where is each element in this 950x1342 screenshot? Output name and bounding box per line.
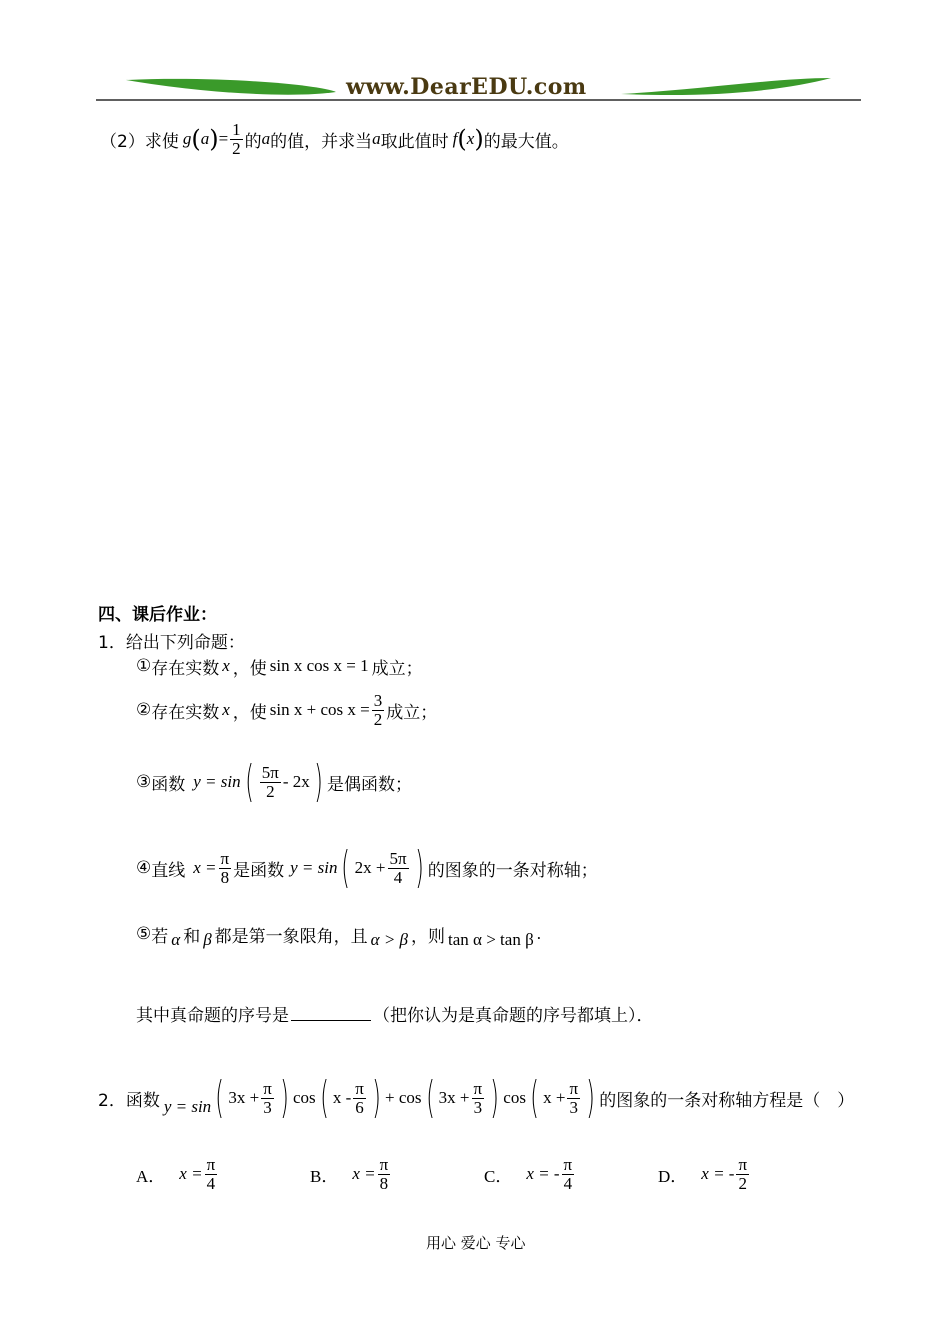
option-d[interactable]: D． x = - $\frac{\pi}{2}$ (658, 1154, 748, 1193)
problem-1-stem: 1．给出下列命题： (98, 633, 245, 653)
proposition-1: ① 存在实数 x ，使 sin x cos x = 1 成立； (136, 656, 423, 679)
proposition-2: ② 存在实数 x ，使 sin x + cos x = $\frac{3}{2}$ 成立； (136, 690, 438, 729)
problem-1-answer: 其中真命题的序号是 （把你认为是真命题的序号都填上）． (136, 1005, 654, 1026)
page-footer: 用心 爱心 专心 (426, 1234, 526, 1252)
option-c[interactable]: C． x = - $\frac{\pi}{4}$ (484, 1154, 573, 1193)
section-title: 四、课后作业： (98, 605, 217, 625)
site-logo: www.DearEDU.com (346, 74, 587, 100)
answer-blank[interactable] (291, 1006, 371, 1021)
proposition-4: ④ 直线 x = $\frac{\pi}{8}$ 是函数 y = sin ( 2x + $\frac{5\pi}{4}$ ) 的图象的一条对称轴； (136, 842, 598, 893)
option-a[interactable]: A． x = $\frac{\pi}{4}$ (136, 1154, 216, 1193)
header-banner (96, 72, 861, 102)
problem-2-stem: 2． 函数 y = sin ( 3x + $\frac{\pi}{3}$ ) cos ( x - $\frac{\pi}{6}$ ) + cos ( 3x + $\frac{\pi}{3}$ ) cos ( x + $\frac{\pi}{3}$ ) 的图象的一条对称轴方程是（ ） (98, 1072, 855, 1123)
proposition-5: ⑤ 若 α 和 β 都是第一象限角，且 α > β ，则 tan α > tan β . (136, 924, 541, 949)
fraction-one-half: $\frac{1}{2}$ (232, 119, 241, 158)
option-b[interactable]: B． x = $\frac{\pi}{8}$ (310, 1154, 389, 1193)
question-part-2: （2） 求使 g ( a ) = $\frac{1}{2}$ 的 a 的值，并求当 a 取此值时 f ( x ) 的最大值。 (100, 119, 569, 158)
proposition-3: ③ 函数 y = sin ( $\frac{5\pi}{2}$ - 2x ) 是偶函数； (136, 756, 412, 807)
